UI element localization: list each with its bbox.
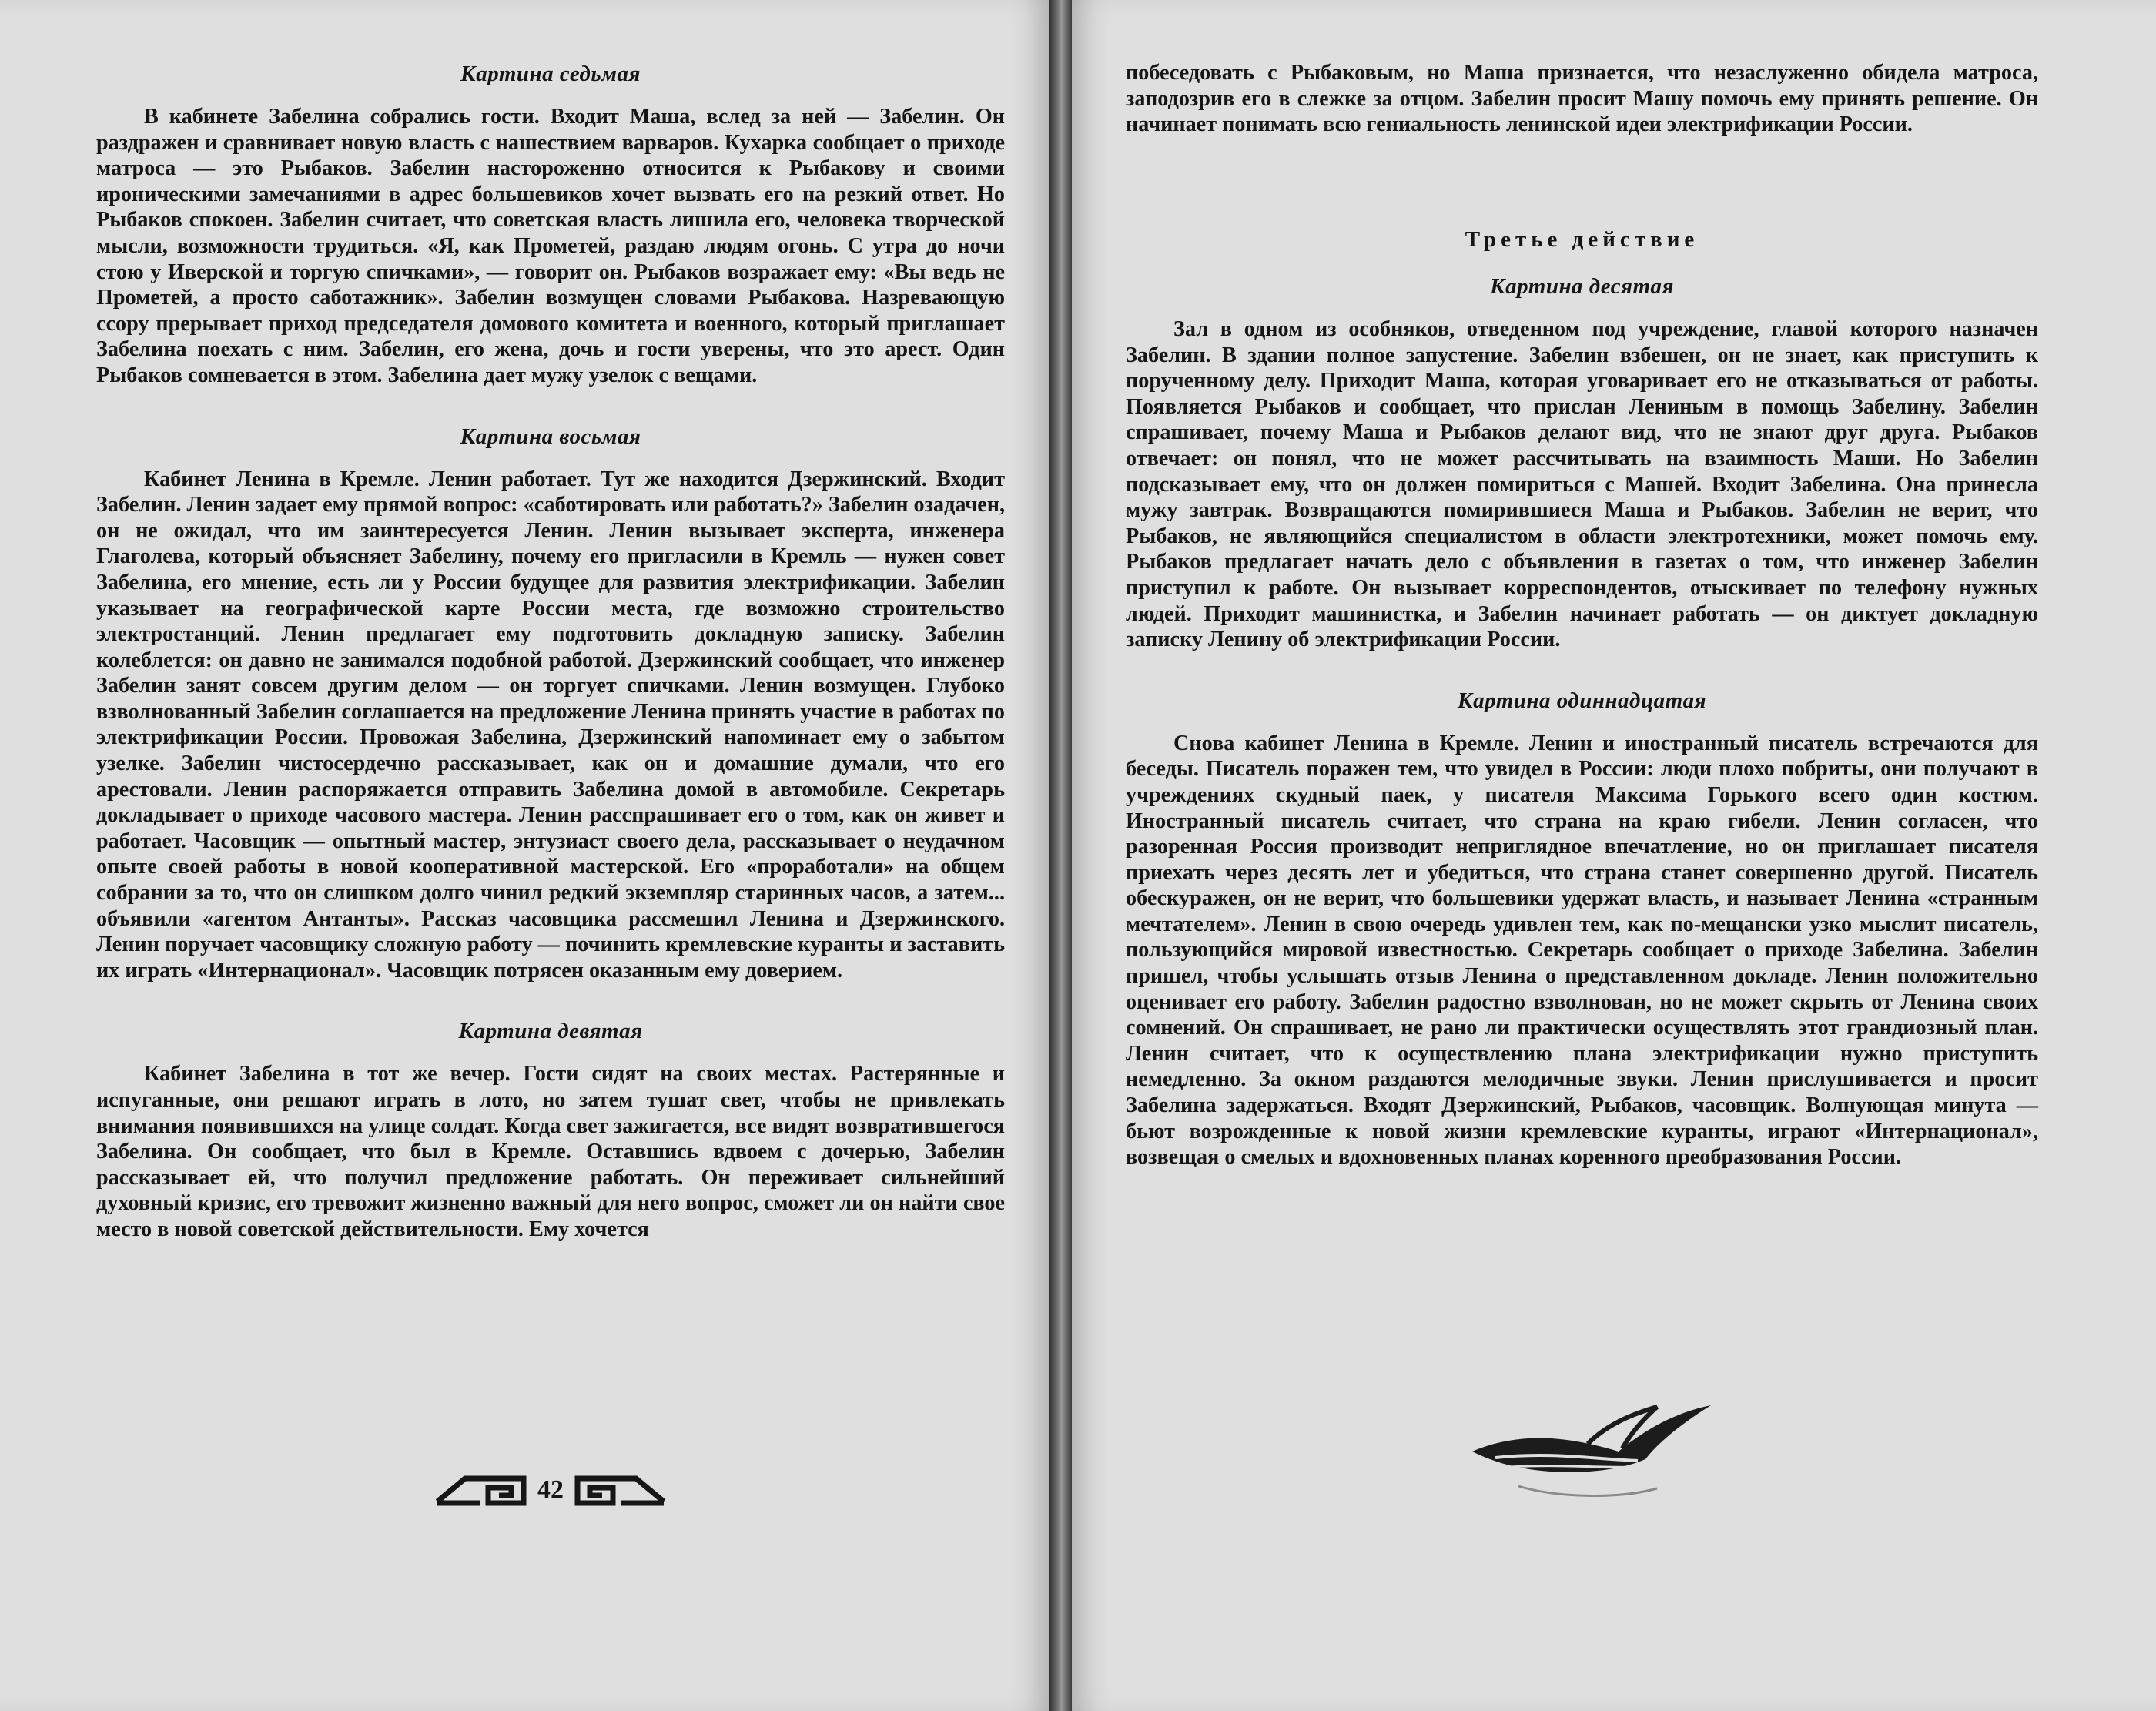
ornament-left-icon (434, 1472, 527, 1508)
continued-text: побеседовать с Рыбаковым, но Маша признается, что незаслуженно обидела матроса, заподозрив его в слежке за отцом. Забелин просит Машу помочь ему принять решение. Он начинает понимать всю гениальность ленинской идеи электрификации России. (1126, 61, 2038, 137)
section-text: Кабинет Забелина в тот же вечер. Гости сидят на своих местах. Растерянные и испуганные, они решают играть в лото, но затем тушат свет, чтобы не привлекать внимания появившихся на улице солдат. Когда свет зажигается, все видят возвратившегося Забелина. Он сообщает, что был в Кремле. Оставшись вдвоем с дочерью, Забелин рассказывает ей, что получил предложение работать. Он переживает сильнейший духовный кризис, его тревожит жизненно важный для него вопрос, сможет ли он найти свое место в новой советской действительности. Ему хочется (96, 1062, 1005, 1241)
section-text: В кабинете Забелина собрались гости. Входит Маша, вслед за ней — Забелин. Он раздражен и сравнивает новую власть с нашествием варваров. Кухарка сообщает о приходе матроса — это Рыбаков. Забелин настороженно относится к Рыбакову и своими ироническими замечаниями в адрес большевиков хочет вызвать его на резкий ответ. Но Рыбаков спокоен. Забелин считает, что советская власть лишила его, человека творческой мысли, возможности трудиться. «Я, как Прометей, раздаю людям огонь. С утра до ночи стою у Иверской и торгую спичками», — говорит он. Рыбаков возражает ему: «Вы ведь не Прометей, а просто саботажник». Забелин возмущен словами Рыбакова. Назревающую ссору прерывает приход председателя домового комитета и военного, который приглашает Забелина поехать с ним. Забелин, его жена, дочь и гости уверены, что это арест. Один Рыбаков сомневается в этом. Забелина дает мужу узелок с вещами. (96, 105, 1005, 387)
page-footer (412, 1467, 689, 1513)
publisher-logo-icon (1465, 1398, 1719, 1505)
section-text: Снова кабинет Ленина в Кремле. Ленин и иностранный писатель встречаются для беседы. Писатель поражен тем, что увидел в России: люди плохо побриты, они получают в учреждениях скудный паек, у писателя Максима Горького всего один костюм. Иностранный писатель считает, что страна на краю гибели. Ленин согласен, что разоренная Россия производит неприглядное впечатление, но он приглашает писателя приехать через десять лет и убедиться, что страна станет совершенно другой. Писатель обескуражен, он не верит, что большевики удержат власть, и называет Ленина «странным мечтателем». Ленин в свою очередь удивлен тем, как по-мещански узко мыслит писатель, пользующийся мировой известностью. Секретарь сообщает о приходе Забелина. Забелин пришел, чтобы услышать отзыв Ленина о представленном докладе. Ленин положительно оценивает его работу. Забелин радостно взволнован, но не может скрыть от Ленина своих сомнений. Он спрашивает, не рано ли практически осуществлять этот грандиозный план. Ленин считает, что к осуществлению плана электрификации нужно приступить немедленно. За окном раздаются мелодичные звуки. Ленин прислушивается и просит Забелина задержаться. Входят Дзержинский, Рыбаков, часовщик. Волнующая минута — бьют возрожденные к новой жизни кремлевские куранты, играют «Интернационал», возвещая о смелых и вдохновенных планах коренного преобразования России. (1126, 731, 2038, 1170)
right-column-top (1126, 60, 2038, 138)
ornament-right-icon (574, 1472, 667, 1508)
act-title: Третье действие (1465, 227, 1699, 252)
left-column (96, 62, 1005, 1243)
section-heading: Картина десятая (1489, 274, 1674, 299)
right-page (1072, 0, 2156, 1711)
right-column (1126, 227, 2038, 1170)
section-heading: Картина девятая (458, 1019, 643, 1044)
section-heading: Картина седьмая (460, 62, 641, 86)
section-heading: Картина одиннадцатая (1457, 688, 1707, 713)
section-heading: Картина восьмая (460, 424, 641, 449)
section-text: Кабинет Ленина в Кремле. Ленин работает. Тут же находится Дзержинский. Входит Забелин. Ленин задает ему прямой вопрос: «саботировать или работать?» Забелин озадачен, он не ожидал, что им заинтересуется Ленин. Ленин вызывает эксперта, инженера Глаголева, который объясняет Забелину, почему его пригласили в Кремль — нужен совет Забелина, его мнение, есть ли у России будущее для развития электрификации. Забелин указывает на географической карте России места, где возможно строительство электростанций. Ленин предлагает ему подготовить докладную записку. Забелин колеблется: он давно не занимался подобной работой. Дзержинский сообщает, что инженер Забелин занят совсем другим делом — он торгует спичками. Ленин возмущен. Глубоко взволнованный Забелин соглашается на предложение Ленина принять участие в работах по электрификации России. Провожая Забелина, Дзержинский напоминает ему о забытом узелке. Забелин чистосердечно рассказывает, как он и домашние думали, что его арестовали. Ленин распоряжается отправить Забелина домой в автомобиле. Секретарь докладывает о приходе часового мастера. Ленин расспрашивает его о том, как он живет и работает. Часовщик — опытный мастер, энтузиаст своего дела, рассказывает о неудачном опыте своей работы в новой кооперативной мастерской. Его «проработали» на общем собрании за то, что он слишком долго чинил редкий экземпляр старинных часов, а затем... объявили «агентом Антанты». Рассказ часовщика рассмешил Ленина и Дзержинского. Ленин поручает часовщику сложную работу — починить кремлевские куранты и заставить их играть «Интернационал». Часовщик потрясен оказанным ему доверием. (96, 467, 1005, 983)
left-page (0, 0, 1049, 1711)
section-text: Зал в одном из особняков, отведенном под учреждение, главой которого назначен Забелин. В здании полное запустение. Забелин взбешен, он не знает, как приступить к порученному делу. Приходит Маша, которая уговаривает его не отказываться от работы. Появляется Рыбаков и сообщает, что прислан Лениным в помощь Забелину. Забелин спрашивает, почему Маша и Рыбаков делают вид, что не знают друг друга. Рыбаков отвечает: он понял, что не может рассчитывать на взаимность Маши. Но Забелин подсказывает ему, что он должен помириться с Машей. Входит Забелина. Она принесла мужу завтрак. Возвращаются помирившиеся Маша и Рыбаков. Забелин не верит, что Рыбаков, не являющийся специалистом в области электротехники, может помочь ему. Рыбаков предлагает начать дело с объявления в газетах о том, что инженер Забелин приступил к работе. Он вызывает корреспондентов, отыскивает по телефону нужных людей. Приходит машинистка, и Забелин начинает работать — он диктует докладную записку Ленину об электрификации России. (1126, 317, 2038, 652)
book-gutter (1049, 0, 1072, 1711)
page-number: 42 (537, 1475, 564, 1504)
